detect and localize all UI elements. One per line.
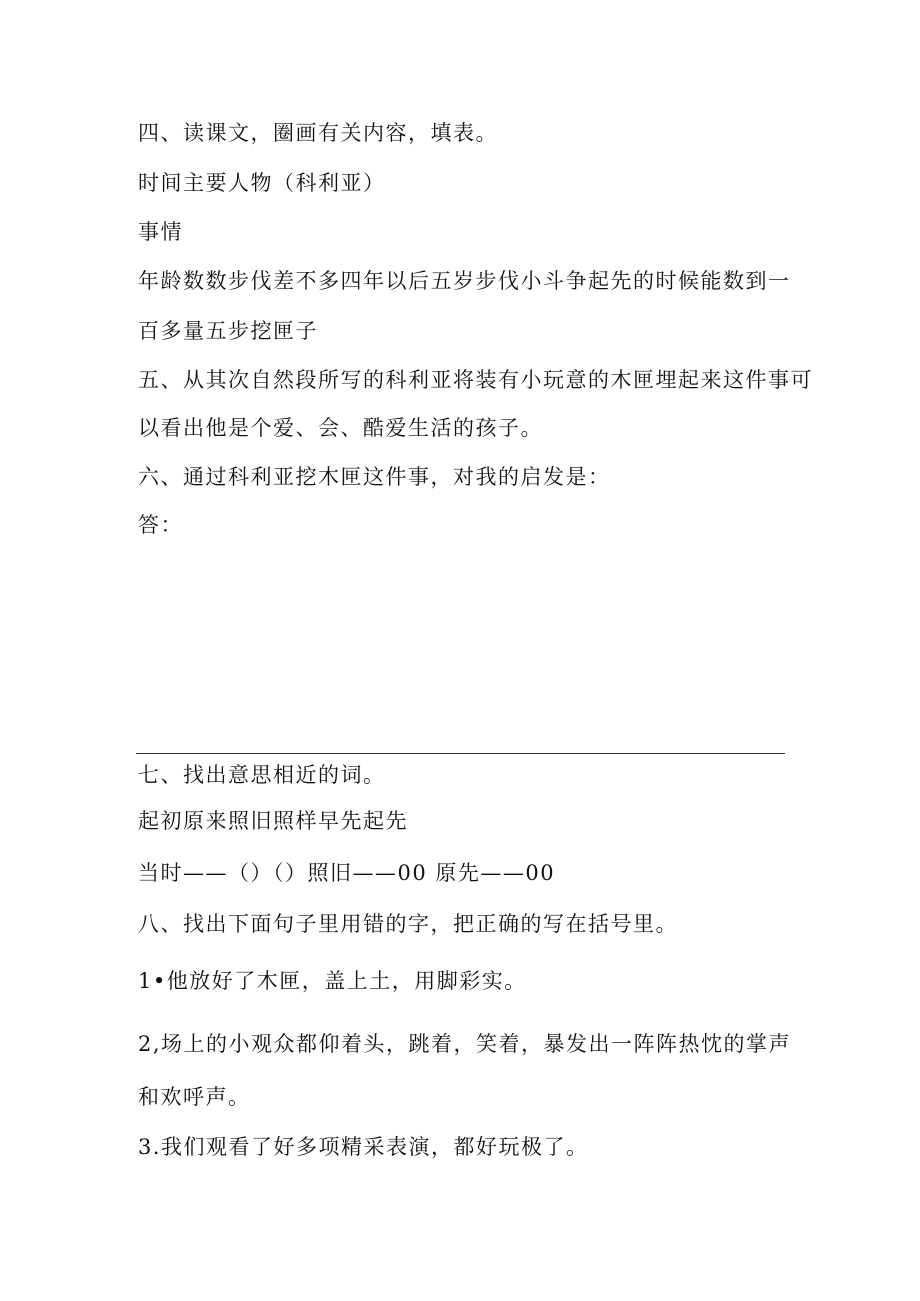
section-7-word-bank: 起初原来照旧照样早先起先	[138, 809, 408, 833]
section-4-row-line-2: 百多量五步挖匣子	[138, 319, 318, 343]
section-8-item-2-line-1: 2,场上的小观众都仰着头，跳着，笑着，暴发出一阵阵热忱的掌声	[138, 1032, 792, 1056]
section-8-heading: 八、找出下面句子里用错的字，把正确的写在括号里。	[138, 912, 678, 936]
answer-divider-line	[136, 753, 785, 754]
section-6-answer-label: 答：	[138, 513, 183, 537]
section-4-table-header: 时间主要人物（科利亚）	[138, 171, 386, 195]
section-5-line-2: 以看出他是个爱、会、酷爱生活的孩子。	[138, 416, 543, 440]
section-4-heading: 四、读课文，圈画有关内容，填表。	[138, 121, 498, 145]
section-7-heading: 七、找出意思相近的词。	[138, 763, 386, 787]
section-4-row-line-1: 年龄数数步伐差不多四年以后五岁步伐小斗争起先的时候能数到一	[138, 269, 791, 293]
section-5-line-1: 五、从其次自然段所写的科利亚将装有小玩意的木匣埋起来这件事可	[138, 368, 813, 392]
section-6-question: 六、通过科利亚挖木匣这件事，对我的启发是：	[138, 465, 611, 489]
section-4-event-label: 事情	[138, 220, 183, 244]
section-8-item-3: 3.我们观看了好多项精采表演，都好玩极了。	[138, 1135, 589, 1159]
section-8-item-1: 1•他放好了木匣，盖上土，用脚彩实。	[138, 969, 527, 993]
section-7-pairs: 当时——（）（）照旧——00 原先——00	[138, 861, 556, 885]
section-8-item-2-line-2: 和欢呼声。	[138, 1085, 251, 1109]
